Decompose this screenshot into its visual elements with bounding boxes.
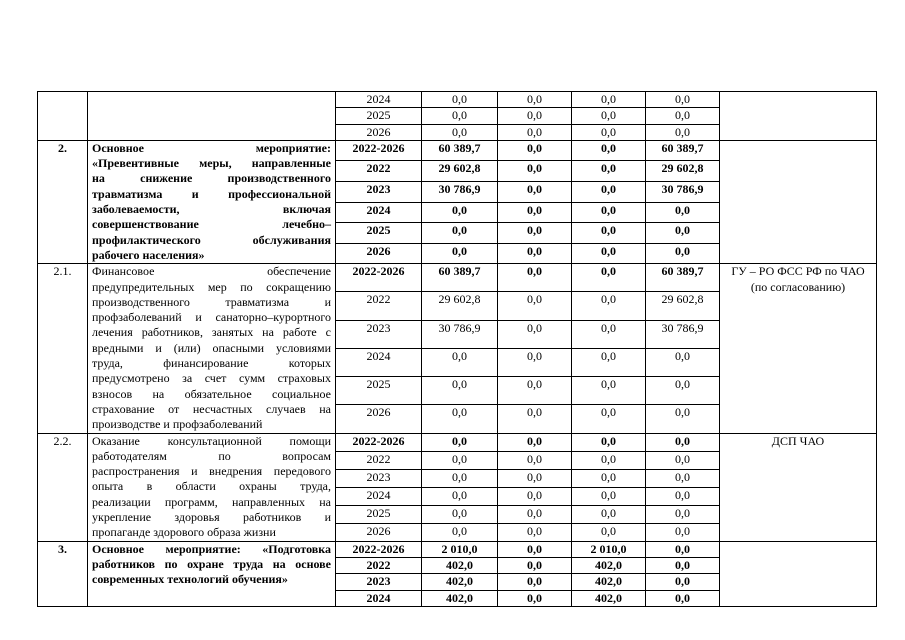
other-cell: 0,0 <box>646 348 720 376</box>
activity-name-line: травматизма и профессиональной <box>92 186 331 201</box>
total-cell: 0,0 <box>422 433 498 451</box>
district-cell: 0,0 <box>572 523 646 541</box>
district-cell: 2 010,0 <box>572 541 646 557</box>
total-cell: 0,0 <box>422 243 498 264</box>
activity-name-line: предусмотрено за счет сумм страховых <box>92 371 331 386</box>
period-cell: 2023 <box>336 320 422 348</box>
other-cell: 0,0 <box>646 523 720 541</box>
other-cell: 0,0 <box>646 557 720 573</box>
period-cell: 2022-2026 <box>336 264 422 292</box>
period-cell: 2023 <box>336 182 422 203</box>
total-cell: 0,0 <box>422 451 498 469</box>
activity-name-line: взносов на обязательное социальное <box>92 386 331 401</box>
period-cell: 2024 <box>336 590 422 606</box>
total-cell: 0,0 <box>422 108 498 124</box>
federal-cell: 0,0 <box>498 451 572 469</box>
other-cell: 0,0 <box>646 108 720 124</box>
activity-name-cell <box>88 264 336 433</box>
responsible-executor-cell <box>720 264 877 433</box>
activity-name-line: профзаболеваний и санаторно–курортного <box>92 310 331 325</box>
other-cell: 0,0 <box>646 433 720 451</box>
period-cell: 2022 <box>336 451 422 469</box>
activity-name-line: работников по охране труда на основе <box>92 556 331 571</box>
other-cell: 0,0 <box>646 92 720 108</box>
activity-name-line: на снижение производственного <box>92 171 331 186</box>
district-cell: 0,0 <box>572 487 646 505</box>
district-cell: 0,0 <box>572 243 646 264</box>
responsible-executor-cell <box>720 92 877 141</box>
period-cell: 2025 <box>336 108 422 124</box>
program-activities-table <box>37 91 877 607</box>
total-cell: 0,0 <box>422 202 498 223</box>
period-cell: 2022-2026 <box>336 140 422 161</box>
total-cell: 0,0 <box>422 92 498 108</box>
federal-cell: 0,0 <box>498 557 572 573</box>
activity-name-line: производственного травматизма и <box>92 294 331 309</box>
other-cell: 0,0 <box>646 505 720 523</box>
period-cell: 2026 <box>336 523 422 541</box>
other-cell: 60 389,7 <box>646 264 720 292</box>
total-cell: 60 389,7 <box>422 140 498 161</box>
total-cell: 402,0 <box>422 574 498 590</box>
row-number-cell: 2.2. <box>38 433 88 541</box>
total-cell: 0,0 <box>422 124 498 140</box>
total-cell: 29 602,8 <box>422 292 498 320</box>
row-number-cell: 2.1. <box>38 264 88 433</box>
district-cell: 0,0 <box>572 405 646 433</box>
period-cell: 2025 <box>336 223 422 244</box>
total-cell: 402,0 <box>422 590 498 606</box>
period-cell: 2024 <box>336 202 422 223</box>
activity-name-line: Основное мероприятие: <box>92 140 331 155</box>
activity-name-line: труда, финансирование которых <box>92 356 331 371</box>
responsible-executor-cell <box>720 140 877 263</box>
activity-name-line: работодателям по вопросам <box>92 448 331 463</box>
federal-cell: 0,0 <box>498 140 572 161</box>
activity-name-line: пропаганде здорового образа жизни <box>92 525 276 540</box>
responsible-executor-cell <box>720 433 877 541</box>
district-cell: 0,0 <box>572 140 646 161</box>
district-cell: 0,0 <box>572 292 646 320</box>
period-cell: 2023 <box>336 469 422 487</box>
activity-name-line: современных технологий обучения» <box>92 572 288 587</box>
federal-cell: 0,0 <box>498 469 572 487</box>
federal-cell: 0,0 <box>498 505 572 523</box>
period-cell: 2023 <box>336 574 422 590</box>
activity-name-line: Оказание консультационной помощи <box>92 433 331 448</box>
period-cell: 2024 <box>336 348 422 376</box>
district-cell: 0,0 <box>572 124 646 140</box>
period-cell: 2022 <box>336 292 422 320</box>
table-row <box>38 541 877 557</box>
other-cell: 0,0 <box>646 451 720 469</box>
activity-name-line: лечения работников, занятых на работе с <box>92 325 331 340</box>
total-cell: 0,0 <box>422 223 498 244</box>
other-cell: 0,0 <box>646 574 720 590</box>
activity-name-line: опыта в области охраны труда, <box>92 479 331 494</box>
activity-name-cell <box>88 433 336 541</box>
federal-cell: 0,0 <box>498 92 572 108</box>
other-cell: 0,0 <box>646 124 720 140</box>
period-cell: 2022 <box>336 161 422 182</box>
district-cell: 0,0 <box>572 469 646 487</box>
federal-cell: 0,0 <box>498 292 572 320</box>
federal-cell: 0,0 <box>498 590 572 606</box>
other-cell: 30 786,9 <box>646 182 720 203</box>
activity-name-line: заболеваемости, включая <box>92 202 331 217</box>
other-cell: 0,0 <box>646 487 720 505</box>
district-cell: 0,0 <box>572 348 646 376</box>
total-cell: 2 010,0 <box>422 541 498 557</box>
federal-cell: 0,0 <box>498 202 572 223</box>
district-cell: 0,0 <box>572 264 646 292</box>
activity-name-line: предупредительных мер по сокращению <box>92 279 331 294</box>
row-number-cell <box>38 92 88 141</box>
federal-cell: 0,0 <box>498 243 572 264</box>
other-cell: 29 602,8 <box>646 161 720 182</box>
total-cell: 29 602,8 <box>422 161 498 182</box>
row-number-cell: 3. <box>38 541 88 606</box>
responsible-executor-line: ГУ – РО ФСС РФ по ЧАО <box>731 264 865 279</box>
total-cell: 0,0 <box>422 469 498 487</box>
period-cell: 2024 <box>336 92 422 108</box>
total-cell: 402,0 <box>422 557 498 573</box>
district-cell: 0,0 <box>572 182 646 203</box>
district-cell: 0,0 <box>572 108 646 124</box>
federal-cell: 0,0 <box>498 108 572 124</box>
federal-cell: 0,0 <box>498 574 572 590</box>
district-cell: 0,0 <box>572 202 646 223</box>
federal-cell: 0,0 <box>498 223 572 244</box>
district-cell: 402,0 <box>572 590 646 606</box>
period-cell: 2026 <box>336 124 422 140</box>
other-cell: 0,0 <box>646 223 720 244</box>
activity-name-line: распространения и внедрения передового <box>92 464 331 479</box>
total-cell: 0,0 <box>422 523 498 541</box>
total-cell: 0,0 <box>422 348 498 376</box>
activity-name-line: страхование от несчастных случаев на <box>92 401 331 416</box>
activity-name-cell <box>88 92 336 141</box>
period-cell: 2026 <box>336 405 422 433</box>
other-cell: 60 389,7 <box>646 140 720 161</box>
other-cell: 0,0 <box>646 243 720 264</box>
activity-name-line: производстве и профзаболеваний <box>92 417 263 432</box>
activity-name-line: «Превентивные меры, направленные <box>92 156 331 171</box>
activity-name-cell <box>88 140 336 263</box>
table-row <box>38 92 877 108</box>
period-cell: 2025 <box>336 377 422 405</box>
other-cell: 30 786,9 <box>646 320 720 348</box>
federal-cell: 0,0 <box>498 541 572 557</box>
total-cell: 60 389,7 <box>422 264 498 292</box>
other-cell: 0,0 <box>646 202 720 223</box>
activity-name-line: совершенствование лечебно– <box>92 217 331 232</box>
district-cell: 0,0 <box>572 320 646 348</box>
total-cell: 0,0 <box>422 377 498 405</box>
activity-name-line: вредными и (или) опасными условиями <box>92 340 331 355</box>
row-number-cell: 2. <box>38 140 88 263</box>
period-cell: 2024 <box>336 487 422 505</box>
period-cell: 2026 <box>336 243 422 264</box>
federal-cell: 0,0 <box>498 264 572 292</box>
other-cell: 0,0 <box>646 377 720 405</box>
table-row <box>38 140 877 161</box>
table-wrapper <box>37 91 877 607</box>
table-row <box>38 433 877 451</box>
activity-name-line: Основное мероприятие: «Подготовка <box>92 541 331 556</box>
federal-cell: 0,0 <box>498 348 572 376</box>
federal-cell: 0,0 <box>498 523 572 541</box>
district-cell: 0,0 <box>572 433 646 451</box>
total-cell: 0,0 <box>422 487 498 505</box>
other-cell: 0,0 <box>646 469 720 487</box>
total-cell: 30 786,9 <box>422 182 498 203</box>
federal-cell: 0,0 <box>498 487 572 505</box>
other-cell: 0,0 <box>646 590 720 606</box>
responsible-executor-line: ДСП ЧАО <box>771 433 825 448</box>
other-cell: 0,0 <box>646 405 720 433</box>
activity-name-line: укрепление здоровья работников и <box>92 510 331 525</box>
activity-name-cell <box>88 541 336 606</box>
period-cell: 2022-2026 <box>336 433 422 451</box>
total-cell: 0,0 <box>422 405 498 433</box>
federal-cell: 0,0 <box>498 405 572 433</box>
period-cell: 2022 <box>336 557 422 573</box>
period-cell: 2022-2026 <box>336 541 422 557</box>
activity-name-line: профилактического обслуживания <box>92 232 331 247</box>
district-cell: 0,0 <box>572 377 646 405</box>
district-cell: 0,0 <box>572 92 646 108</box>
total-cell: 30 786,9 <box>422 320 498 348</box>
district-cell: 0,0 <box>572 223 646 244</box>
responsible-executor-cell <box>720 541 877 606</box>
federal-cell: 0,0 <box>498 182 572 203</box>
federal-cell: 0,0 <box>498 377 572 405</box>
activity-name-line: Финансовое обеспечение <box>92 264 331 279</box>
district-cell: 0,0 <box>572 451 646 469</box>
activity-name-line: реализации программ, направленных на <box>92 494 331 509</box>
federal-cell: 0,0 <box>498 320 572 348</box>
responsible-executor-line: (по согласованию) <box>750 279 846 294</box>
federal-cell: 0,0 <box>498 124 572 140</box>
activity-name-line: рабочего населения» <box>92 247 205 262</box>
district-cell: 0,0 <box>572 505 646 523</box>
district-cell: 0,0 <box>572 161 646 182</box>
table-row <box>38 264 877 292</box>
federal-cell: 0,0 <box>498 433 572 451</box>
total-cell: 0,0 <box>422 505 498 523</box>
federal-cell: 0,0 <box>498 161 572 182</box>
other-cell: 29 602,8 <box>646 292 720 320</box>
district-cell: 402,0 <box>572 574 646 590</box>
period-cell: 2025 <box>336 505 422 523</box>
district-cell: 402,0 <box>572 557 646 573</box>
other-cell: 0,0 <box>646 541 720 557</box>
